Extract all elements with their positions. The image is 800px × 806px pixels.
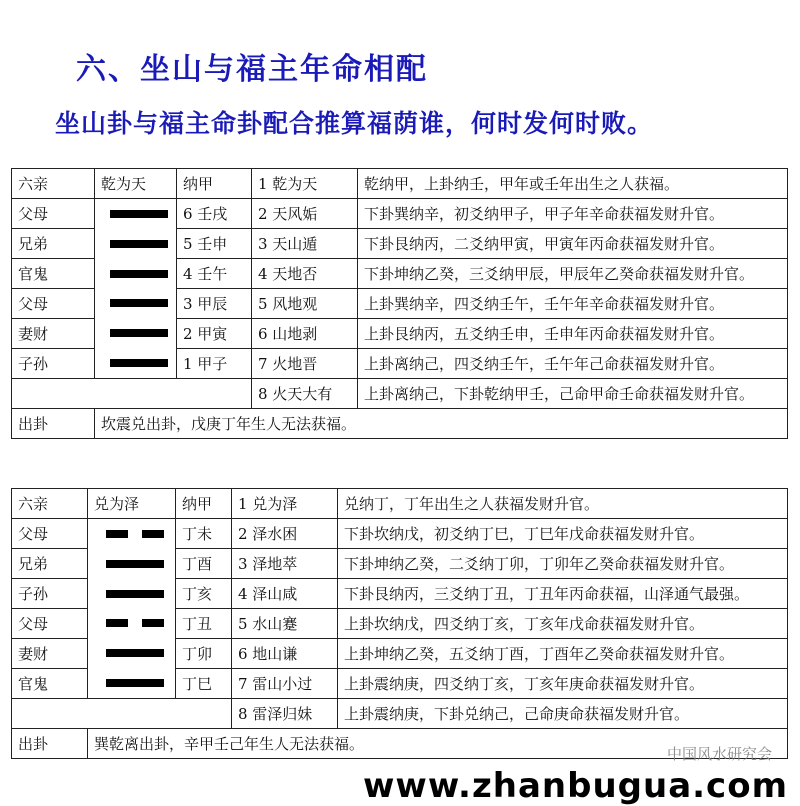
header-cell: 六亲 (12, 169, 95, 199)
najia-cell: 丁未 (176, 519, 232, 549)
liuqin-cell: 父母 (12, 609, 88, 639)
header-cell: 纳甲 (177, 169, 252, 199)
table-header-row (12, 169, 788, 199)
yin-line (106, 619, 164, 627)
desc-cell: 上卦艮纳丙，五爻纳壬申，壬申年丙命获福发财升官。 (358, 319, 788, 349)
table-row (12, 199, 788, 229)
yang-line (110, 270, 168, 278)
desc-cell: 上卦离纳己，四爻纳壬午，壬午年己命获福发财升官。 (358, 349, 788, 379)
liuqin-cell: 子孙 (12, 349, 95, 379)
gua-cell: 5 水山蹇 (232, 609, 338, 639)
gua-cell: 3 泽地萃 (232, 549, 338, 579)
desc-cell: 下卦坤纳乙癸，三爻纳甲辰，甲辰年乙癸命获福发财升官。 (358, 259, 788, 289)
liuqin-cell: 妻财 (12, 319, 95, 349)
gua-cell: 6 地山谦 (232, 639, 338, 669)
liuqin-cell: 子孙 (12, 579, 88, 609)
header-cell: 兑为泽 (88, 489, 176, 519)
gua-cell: 6 山地剥 (252, 319, 358, 349)
chu-gua-text: 坎震兑出卦，戊庚丁年生人无法获福。 (95, 409, 788, 439)
desc-cell: 下卦艮纳丙，二爻纳甲寅，甲寅年丙命获福发财升官。 (358, 229, 788, 259)
gua-cell: 2 天风姤 (252, 199, 358, 229)
header-cell: 1 乾为天 (252, 169, 358, 199)
gua-cell: 8 雷泽归妹 (232, 699, 338, 729)
liuqin-cell: 兄弟 (12, 549, 88, 579)
header-cell: 兑纳丁，丁年出生之人获福发财升官。 (338, 489, 788, 519)
desc-cell: 上卦坎纳戊，四爻纳丁亥，丁亥年戊命获福发财升官。 (338, 609, 788, 639)
empty-cell (12, 379, 252, 409)
najia-cell: 丁亥 (176, 579, 232, 609)
qian-table (11, 168, 788, 439)
desc-cell: 上卦震纳庚，四爻纳丁亥，丁亥年庚命获福发财升官。 (338, 669, 788, 699)
header-cell: 乾纳甲，上卦纳壬，甲年或壬年出生之人获福。 (358, 169, 788, 199)
desc-cell: 上卦震纳庚，下卦兑纳己，己命庚命获福发财升官。 (338, 699, 788, 729)
chu-gua-row (12, 409, 788, 439)
header-cell: 六亲 (12, 489, 88, 519)
yang-line (110, 329, 168, 337)
header-cell: 纳甲 (176, 489, 232, 519)
page-title: 六、坐山与福主年命相配 (76, 52, 428, 87)
gua-cell: 8 火天大有 (252, 379, 358, 409)
najia-cell: 4 壬午 (177, 259, 252, 289)
page-subtitle: 坐山卦与福主命卦配合推算福荫谁，何时发何时败。 (55, 109, 654, 138)
watermark-url: www.zhanbugua.com (363, 766, 788, 806)
najia-cell: 丁丑 (176, 609, 232, 639)
table-header-row (12, 489, 788, 519)
najia-cell: 6 壬戌 (177, 199, 252, 229)
gua-cell: 4 泽山咸 (232, 579, 338, 609)
chu-gua-label: 出卦 (12, 729, 88, 759)
desc-cell: 下卦坤纳乙癸，二爻纳丁卯，丁卯年乙癸命获福发财升官。 (338, 549, 788, 579)
yang-line (106, 649, 164, 657)
empty-cell (12, 699, 232, 729)
liuqin-cell: 官鬼 (12, 669, 88, 699)
desc-cell: 上卦坤纳乙癸，五爻纳丁酉，丁酉年乙癸命获福发财升官。 (338, 639, 788, 669)
table-row (12, 519, 788, 549)
hexagram-dui (88, 519, 176, 699)
yang-line (110, 210, 168, 218)
yang-line (110, 359, 168, 367)
gua-cell: 5 风地观 (252, 289, 358, 319)
liuqin-cell: 官鬼 (12, 259, 95, 289)
yang-line (106, 560, 164, 568)
najia-cell: 丁巳 (176, 669, 232, 699)
watermark-org: 中国风水研究会 (666, 745, 772, 763)
header-cell: 1 兑为泽 (232, 489, 338, 519)
header-cell: 乾为天 (95, 169, 177, 199)
najia-cell: 1 甲子 (177, 349, 252, 379)
najia-cell: 丁卯 (176, 639, 232, 669)
gua-cell: 7 火地晋 (252, 349, 358, 379)
gua-cell: 2 泽水困 (232, 519, 338, 549)
liuqin-cell: 妻财 (12, 639, 88, 669)
yang-line (110, 240, 168, 248)
desc-cell: 下卦坎纳戊，初爻纳丁巳，丁巳年戊命获福发财升官。 (338, 519, 788, 549)
najia-cell: 2 甲寅 (177, 319, 252, 349)
desc-cell: 上卦巽纳辛，四爻纳壬午，壬午年辛命获福发财升官。 (358, 289, 788, 319)
table-row (12, 379, 788, 409)
gua-cell: 7 雷山小过 (232, 669, 338, 699)
desc-cell: 下卦巽纳辛，初爻纳甲子，甲子年辛命获福发财升官。 (358, 199, 788, 229)
liuqin-cell: 父母 (12, 199, 95, 229)
najia-cell: 5 壬申 (177, 229, 252, 259)
gua-cell: 4 天地否 (252, 259, 358, 289)
najia-cell: 丁酉 (176, 549, 232, 579)
desc-cell: 下卦艮纳丙，三爻纳丁丑，丁丑年丙命获福，山泽通气最强。 (338, 579, 788, 609)
gua-cell: 3 天山遁 (252, 229, 358, 259)
yang-line (110, 299, 168, 307)
yang-line (106, 590, 164, 598)
yang-line (106, 679, 164, 687)
chu-gua-label: 出卦 (12, 409, 95, 439)
liuqin-cell: 父母 (12, 519, 88, 549)
chu-gua-text: 巽乾离出卦，辛甲壬己年生人无法获福。 (88, 729, 788, 759)
yin-line (106, 530, 164, 538)
desc-cell: 上卦离纳己，下卦乾纳甲壬，己命甲命壬命获福发财升官。 (358, 379, 788, 409)
hexagram-qian (95, 199, 177, 379)
table-row (12, 699, 788, 729)
liuqin-cell: 兄弟 (12, 229, 95, 259)
liuqin-cell: 父母 (12, 289, 95, 319)
najia-cell: 3 甲辰 (177, 289, 252, 319)
dui-table (11, 488, 788, 759)
